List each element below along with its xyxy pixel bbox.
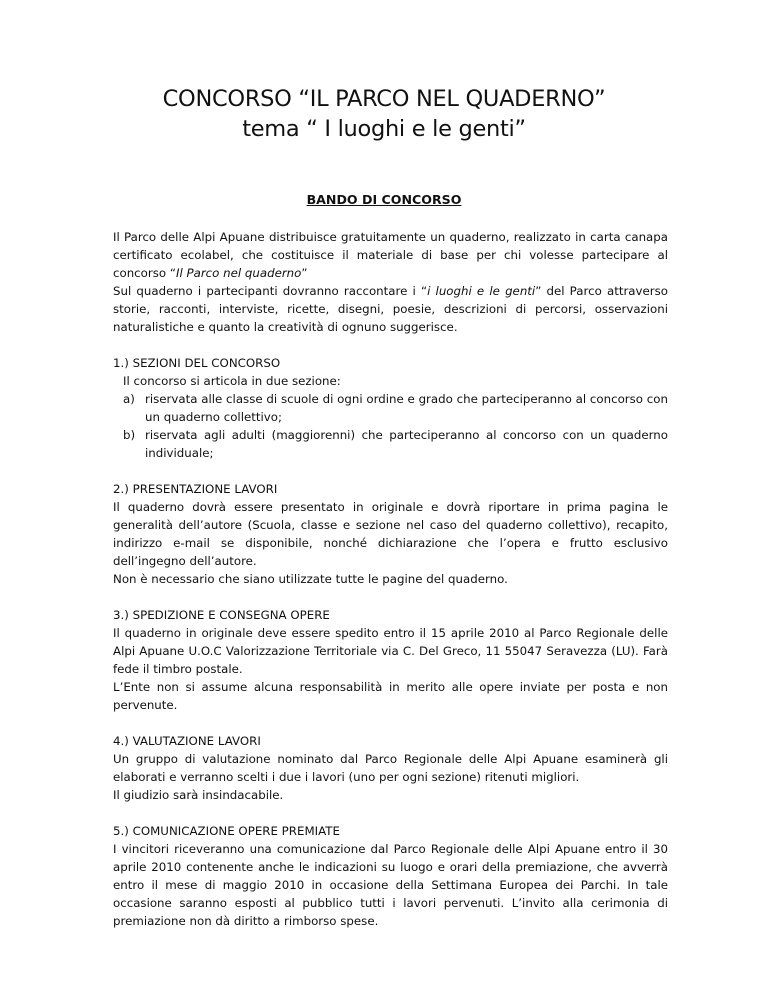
intro-p2-rest: ” del Parco attraverso storie, racconti, interviste, ricette, disegni, poesie, descrizioni di percorsi, osservazioni naturalistiche e quanto la creatività di ognuno suggerisce.: [113, 284, 668, 334]
section-1: [113, 354, 668, 462]
section-3-paragraph: Il quaderno in originale deve essere spedito entro il 15 aprile 2010 al Parco Regionale delle Alpi Apuane U.O.C Valorizzazione Territoriale via C. Del Greco, 11 55047 Seravezza (LU). Farà fede il timbro postale.: [113, 626, 668, 676]
section-4-paragraph: Il giudizio sarà insindacabile.: [113, 788, 284, 802]
list-item: [123, 390, 668, 426]
section-2: [113, 480, 668, 588]
section-3-heading: 3.) SPEDIZIONE E CONSEGNA OPERE: [113, 608, 330, 622]
document-subtitle: tema “ I luoghi e le genti”: [242, 116, 526, 142]
document-body: [113, 228, 668, 930]
intro-paragraph-2: [113, 282, 668, 336]
list-item-text: riservata alle classe di scuole di ogni ordine e grado che parteciperanno al concorso con un quaderno collettivo;: [145, 392, 668, 424]
intro-p1-close: ”: [301, 266, 308, 280]
section-3: [113, 606, 668, 714]
section-4: [113, 732, 668, 804]
section-4-heading: 4.) VALUTAZIONE LAVORI: [113, 734, 261, 748]
list-item: [123, 426, 668, 462]
list-marker: b): [123, 428, 136, 442]
section-5-heading: 5.) COMUNICAZIONE OPERE PREMIATE: [113, 824, 340, 838]
section-1-list: [123, 372, 668, 462]
section-5-paragraph: I vincitori riceveranno una comunicazione dal Parco Regionale delle Alpi Apuane entro il 30 aprile 2010 contenente anche le indicazioni su luogo e orari della premiazione, che avverrà entro il mese di maggio 2010 in occasione della Settimana Europea dei Parchi. In tale occasione saranno esposti al pubblico tutti i lavori pervenuti. L’invito alla cerimonia di premiazione non dà diritto a rimborso spese.: [113, 842, 668, 928]
intro-p1-emphasis: Il Parco nel quaderno: [175, 266, 302, 280]
intro-p1-text: Il Parco delle Alpi Apuane distribuisce gratuitamente un quaderno, realizzato in carta canapa certificato ecolabel, che costituisce il materiale di base per chi volesse partecipare al concorso “: [113, 230, 668, 280]
intro-p2-emphasis: i luoghi e le genti: [427, 284, 536, 298]
section-1-intro: Il concorso si articola in due sezione:: [123, 374, 341, 388]
list-item-text: riservata agli adulti (maggiorenni) che parteciperanno al concorso con un quaderno individuale;: [145, 428, 668, 460]
section-1-heading: 1.) SEZIONI DEL CONCORSO: [113, 356, 281, 370]
list-marker: a): [123, 392, 135, 406]
section-2-paragraph: Il quaderno dovrà essere presentato in originale e dovrà riportare in prima pagina le generalità dell’autore (Scuola, classe e sezione nel caso del quaderno collettivo), recapito, indirizzo e-mail se disponibile, nonché dichiarazione che l’opera e frutto esclusivo dell’ingegno dell’autore.: [113, 500, 668, 568]
section-5: [113, 822, 668, 930]
section-4-paragraph: Un gruppo di valutazione nominato dal Parco Regionale delle Alpi Apuane esaminerà gli elaborati e verranno scelti i due i lavori (uno per ogni sezione) ritenuti migliori.: [113, 752, 668, 784]
intro-p2-text: Sul quaderno i partecipanti dovranno raccontare i “: [113, 284, 428, 298]
section-2-heading: 2.) PRESENTAZIONE LAVORI: [113, 482, 278, 496]
document-title: CONCORSO “IL PARCO NEL QUADERNO”: [162, 86, 606, 112]
section-2-paragraph: Non è necessario che siano utilizzate tutte le pagine del quaderno.: [113, 572, 508, 586]
bando-heading: BANDO DI CONCORSO: [306, 192, 462, 207]
intro-paragraph-1: [113, 228, 668, 282]
section-3-paragraph: L’Ente non si assume alcuna responsabilità in merito alle opere inviate per posta e non pervenute.: [113, 680, 668, 712]
